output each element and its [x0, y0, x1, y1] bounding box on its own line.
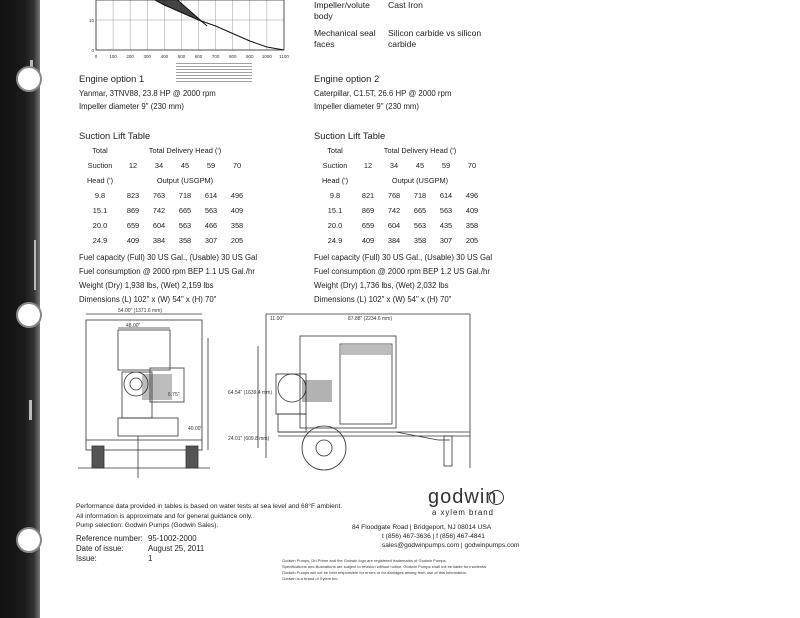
head-col: 12: [363, 161, 373, 170]
output-cell: 742: [387, 206, 401, 215]
godwin-logo-icon: [489, 490, 504, 505]
output-cell: 358: [178, 236, 192, 245]
dim-front-top: 54.00" (1371.6 mm): [118, 308, 163, 314]
output-cell: 435: [439, 221, 453, 230]
table-row: [80, 218, 250, 233]
output-cell: 563: [439, 206, 453, 215]
operating-region: [96, 0, 207, 26]
output-cell: 563: [204, 206, 218, 215]
x-tick-label: 0: [94, 54, 98, 59]
performance-chart: [84, 0, 294, 70]
legal-line-4: Godwin is a brand of Xylem Inc.: [282, 576, 339, 581]
dim-side-height: 64.54" (1639.4 mm): [228, 390, 273, 396]
output-cell: 604: [387, 221, 401, 230]
output-cell: 358: [465, 221, 479, 230]
engine-option-2-heading: Engine option 2: [314, 73, 380, 84]
x-tick-label: 900: [246, 54, 254, 59]
output-cell: 665: [178, 206, 192, 215]
output-cell: 563: [413, 221, 427, 230]
output-cell: 307: [204, 236, 218, 245]
output-cell: 205: [465, 236, 479, 245]
total-suction-head-label: Total: [92, 146, 108, 155]
pump-drawing-svg: [78, 308, 478, 490]
material-label-1: Impeller/volute body: [314, 0, 370, 21]
output-cell: 307: [439, 236, 453, 245]
material-label-2: Mechanical seal faces: [314, 28, 376, 49]
output-cell: 665: [413, 206, 427, 215]
dimensions-1: Dimensions (L) 102" x (W) 54" x (H) 70": [79, 295, 217, 304]
head-col: 12: [128, 161, 138, 170]
phone-line: t (856) 467-3636 | f (856) 467-4841: [382, 533, 485, 540]
lift-cell: 15.1: [92, 206, 108, 215]
performance-curve-1: [96, 0, 284, 50]
table-row: [315, 233, 485, 248]
output-cell: 466: [204, 221, 218, 230]
dim-side-low: 24.01" (609.8 mm): [228, 436, 270, 442]
output-cell: 614: [439, 191, 453, 200]
output-cell: 718: [413, 191, 427, 200]
material-value-2: Silicon carbide vs silicon carbide: [388, 28, 482, 49]
dim-front-mid: 6.75": [168, 392, 180, 398]
fuel-capacity-2: Fuel capacity (Full) 30 US Gal., (Usable) 30 US Gal: [314, 253, 493, 262]
x-tick-label: 400: [160, 54, 169, 59]
output-cell: 604: [152, 221, 166, 230]
total-suction-head-label: Total: [327, 146, 343, 155]
output-cell: 614: [204, 191, 218, 200]
date-of-issue-label: Date of issue:: [76, 544, 124, 553]
total-suction-head-label: Suction: [87, 161, 113, 170]
total-delivery-head-label: Total Delivery Head ('): [383, 146, 457, 155]
lift-cell: 24.9: [92, 236, 108, 245]
output-cell: 742: [152, 206, 166, 215]
suction-lift-table-1-title: Suction Lift Table: [79, 130, 151, 141]
output-label: Output (USGPM): [391, 176, 449, 185]
dim-front-low: 40.00": [188, 426, 203, 432]
xylem-brand-tagline: a xylem brand: [432, 508, 494, 517]
head-col: 45: [415, 161, 425, 170]
output-cell: 659: [361, 221, 375, 230]
head-col: 45: [180, 161, 190, 170]
performance-chart-svg: [84, 0, 294, 70]
plot-frame: [96, 0, 284, 50]
fuel-consumption-2: Fuel consumption @ 2000 rpm BEP 1.2 US Gal./hr: [314, 267, 490, 276]
binder-hole: [16, 302, 42, 328]
output-cell: 869: [126, 206, 140, 215]
output-cell: 205: [230, 236, 244, 245]
output-cell: 869: [361, 206, 375, 215]
table-row: [80, 188, 250, 203]
date-of-issue-value: August 25, 2011: [148, 544, 205, 553]
table-row: [315, 203, 485, 218]
total-suction-head-label: Suction: [322, 161, 348, 170]
output-cell: 358: [413, 236, 427, 245]
reference-number-value: 95-1002-2000: [148, 534, 197, 543]
head-col: 59: [441, 161, 451, 170]
reference-number-label: Reference number:: [76, 534, 143, 543]
suction-lift-table-2-title: Suction Lift Table: [314, 130, 386, 141]
x-tick-label: 1000: [261, 54, 272, 59]
legal-notice: [282, 558, 486, 582]
y-tick-label: 10: [88, 18, 94, 23]
output-cell: 496: [465, 191, 479, 200]
fuel-consumption-1: Fuel consumption @ 2000 rpm BEP 1.1 US Gal./hr: [79, 267, 255, 276]
footer-note-2: All information is approximate and for general guidance only.: [76, 513, 253, 520]
output-cell: 409: [230, 206, 244, 215]
godwin-logo-text: godwin: [428, 486, 498, 508]
legal-line-1: Godwin Pumps, Dri-Prime and the Godwin logo are registered trademarks of Godwin Pumps.: [282, 558, 447, 563]
lift-cell: 9.8: [94, 191, 106, 200]
x-tick-label: 200: [126, 54, 134, 59]
issue-label: Issue:: [76, 554, 97, 563]
y-tick-label: 0: [91, 48, 94, 53]
issue-value: 1: [148, 554, 153, 563]
total-suction-head-label: Head ('): [86, 176, 114, 185]
dim-side-top: 87.88" (2234.6 mm): [348, 316, 393, 322]
output-cell: 763: [152, 191, 166, 200]
head-col: 34: [389, 161, 399, 170]
suction-lift-table-2: [315, 143, 485, 248]
lift-cell: 15.1: [327, 206, 343, 215]
output-cell: 409: [465, 206, 479, 215]
engine-option-1-impeller: Impeller diameter 9" (230 mm): [79, 102, 185, 111]
total-delivery-head-label: Total Delivery Head ('): [148, 146, 222, 155]
output-cell: 823: [126, 191, 140, 200]
web-line: sales@godwinpumps.com | godwinpumps.com: [382, 542, 520, 549]
chart-legend-smudge: [176, 62, 252, 82]
output-cell: 768: [387, 191, 401, 200]
lift-cell: 24.9: [327, 236, 343, 245]
output-cell: 718: [178, 191, 192, 200]
output-cell: 409: [126, 236, 140, 245]
total-suction-head-label: Head ('): [321, 176, 349, 185]
pump-technical-drawing: [78, 308, 478, 490]
legal-line-2: Specifications and illustrations are subject to revision without notice. Godwin Pumps shall not be liable for incidental: [282, 564, 487, 569]
engine-option-1-heading: Engine option 1: [79, 73, 145, 84]
output-cell: 563: [178, 221, 192, 230]
output-cell: 384: [387, 236, 401, 245]
x-tick-label: 100: [109, 54, 117, 59]
lift-cell: 9.8: [329, 191, 341, 200]
x-tick-label: 300: [143, 54, 152, 59]
dim-front-inner: 48.00": [126, 323, 141, 329]
legal-line-3: Godwin Pumps will not be held responsible for errors or for damages arising from use of this information.: [282, 570, 467, 575]
output-cell: 358: [230, 221, 244, 230]
head-col: 70: [232, 161, 242, 170]
head-col: 59: [206, 161, 216, 170]
footer-note-3: Pump selection: Godwin Pumps (Godwin Sales).: [76, 522, 219, 529]
table-row: [80, 233, 250, 248]
output-cell: 659: [126, 221, 140, 230]
x-tick-label: 700: [211, 54, 220, 59]
dimensions-2: Dimensions (L) 102" x (W) 54" x (H) 70": [314, 295, 452, 304]
output-cell: 384: [152, 236, 166, 245]
lift-cell: 20.0: [327, 221, 343, 230]
suction-lift-table-1: [80, 143, 250, 248]
x-tick-label: 600: [194, 54, 203, 59]
binder-hole: [16, 527, 42, 553]
binder-hole: [16, 66, 42, 92]
table-row: [315, 188, 485, 203]
dim-side-left: 11.00": [270, 316, 284, 322]
engine-option-1-model: Yanmar, 3TNV88, 23.8 HP @ 2000 rpm: [79, 89, 216, 98]
head-col: 70: [467, 161, 477, 170]
table-row: [315, 218, 485, 233]
x-tick-label: 500: [177, 54, 186, 59]
weight-1: Weight (Dry) 1,938 lbs, (Wet) 2,159 lbs: [79, 281, 214, 290]
output-cell: 821: [361, 191, 375, 200]
output-label: Output (USGPM): [156, 176, 214, 185]
x-tick-label: 1100: [279, 54, 289, 59]
engine-option-2-impeller: Impeller diameter 9" (230 mm): [314, 102, 420, 111]
weight-2: Weight (Dry) 1,736 lbs, (Wet) 2,032 lbs: [314, 281, 449, 290]
head-col: 34: [154, 161, 164, 170]
output-cell: 409: [361, 236, 375, 245]
footer-note-1: Performance data provided in tables is based on water tests at sea level and 68°F ambient.: [76, 503, 343, 510]
fuel-capacity-1: Fuel capacity (Full) 30 US Gal., (Usable) 30 US Gal: [79, 253, 258, 262]
address-line: 84 Floodgate Road | Bridgeport, NJ 08014 USA: [352, 524, 492, 531]
material-value-1: Cast Iron: [388, 0, 423, 10]
engine-option-2-model: Caterpillar, C1.5T, 26.6 HP @ 2000 rpm: [314, 89, 452, 98]
lift-cell: 20.0: [92, 221, 108, 230]
output-cell: 496: [230, 191, 244, 200]
table-row: [80, 203, 250, 218]
x-tick-label: 800: [228, 54, 237, 59]
